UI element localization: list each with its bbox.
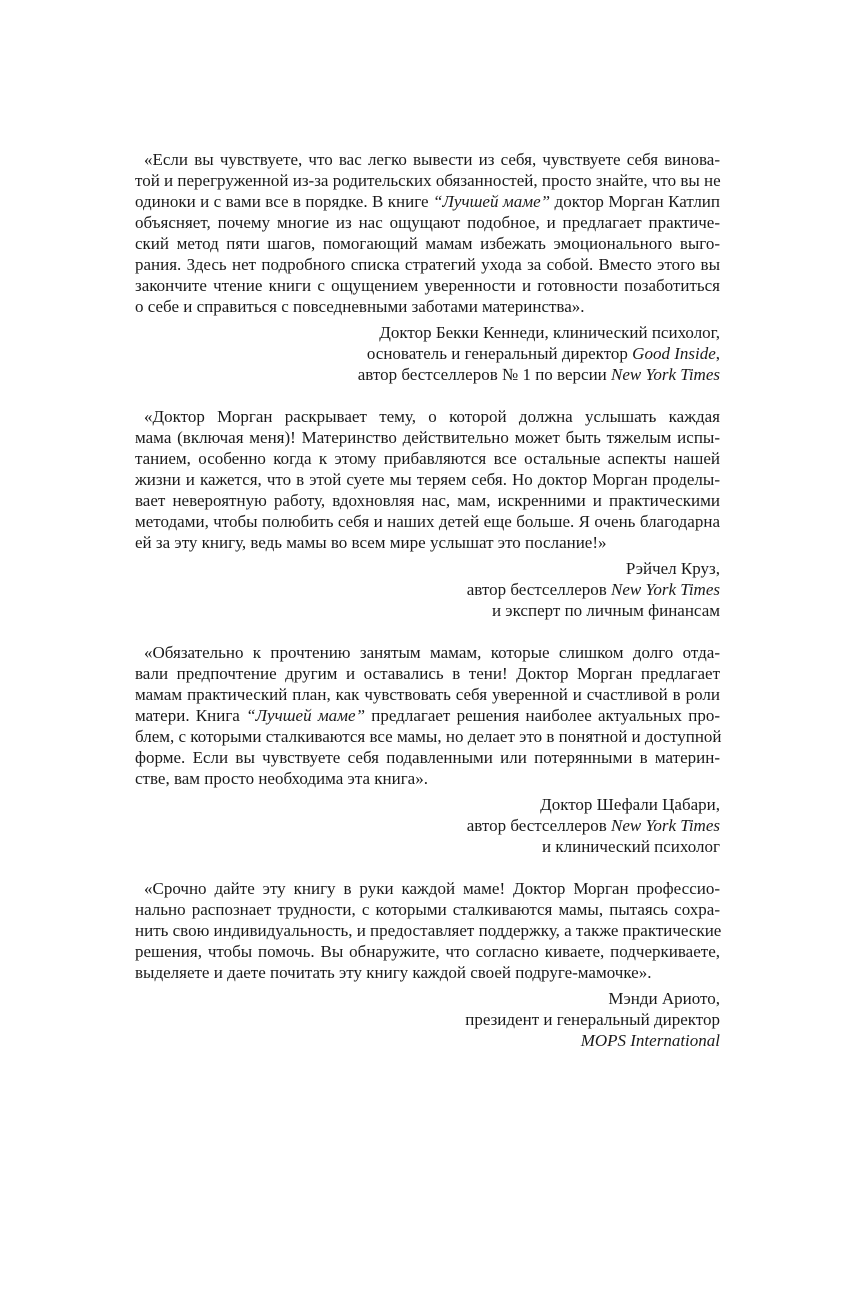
quote-line: [135, 663, 720, 684]
quote-text: [135, 149, 720, 317]
text-segment: форме. Если вы чувствуете себя подавленными или потерянными в материн-: [135, 748, 720, 767]
text-segment: Доктор Бекки Кеннеди, клинический психолог,: [379, 323, 720, 342]
attribution-line: [135, 364, 720, 385]
quote-line: [135, 705, 720, 726]
italic-text: New York Times: [611, 365, 720, 384]
endorsement-quote: [135, 642, 720, 857]
quote-text: [135, 642, 720, 789]
text-segment: объясняет, почему многие из нас ощущают подобное, и предлагает практиче-: [135, 213, 720, 232]
quote-line: [135, 768, 720, 789]
attribution-line: [135, 343, 720, 364]
quote-line: [135, 941, 720, 962]
attribution-line: [135, 815, 720, 836]
italic-text: MOPS International: [580, 1031, 720, 1050]
quote-line: [135, 254, 720, 275]
attribution-line: [135, 322, 720, 343]
quote-line: [135, 642, 720, 663]
italic-text: New York Times: [611, 580, 720, 599]
text-segment: мама (включая меня)! Материнство действительно может быть тяжелым испы-: [135, 428, 720, 447]
quote-line: [135, 878, 720, 899]
text-segment: Рэйчел Круз,: [625, 559, 720, 578]
quote-attribution: [135, 988, 720, 1051]
text-segment: рания. Здесь нет подробного списка стратегий ухода за собой. Вместо этого вы: [135, 255, 720, 274]
endorsements-column: [135, 149, 720, 1051]
text-segment: методами, чтобы полюбить себя и наших детей еще больше. Я очень благодарна: [135, 512, 720, 531]
italic-text: Good Inside: [632, 344, 716, 363]
quote-line: [135, 511, 720, 532]
quote-text: [135, 878, 720, 983]
quote-line: [135, 427, 720, 448]
text-segment: одиноки и с вами все в порядке. В книге: [135, 192, 433, 211]
text-segment: предлагает решения наиболее актуальных про-: [365, 706, 720, 725]
text-segment: ский метод пяти шагов, помогающий мамам избежать эмоционального выго-: [135, 234, 720, 253]
text-segment: матери. Книга: [135, 706, 247, 725]
quote-line: [135, 448, 720, 469]
text-segment: вали предпочтение другим и оставались в тени! Доктор Морган предлагает: [135, 664, 720, 683]
text-segment: решения, чтобы помочь. Вы обнаружите, что согласно киваете, подчеркиваете,: [135, 942, 720, 961]
endorsement-quote: [135, 149, 720, 385]
quote-line: [135, 532, 720, 553]
text-segment: Мэнди Ариото,: [608, 989, 720, 1008]
italic-text: New York Times: [611, 816, 720, 835]
quote-line: [135, 149, 720, 170]
italic-text: “Лучшей маме”: [432, 192, 551, 211]
quote-line: [135, 191, 720, 212]
text-segment: и эксперт по личным финансам: [491, 601, 720, 620]
quote-line: [135, 490, 720, 511]
quote-line: [135, 899, 720, 920]
attribution-line: [135, 579, 720, 600]
text-segment: «Если вы чувствуете, что вас легко вывести из себя, чувствуете себя винова-: [144, 150, 720, 169]
text-segment: закончите чтение книги с ощущением уверенности и готовности позаботиться: [135, 276, 720, 295]
text-segment: той и перегруженной из-за родительских обязанностей, просто знайте, что вы не: [135, 171, 721, 190]
text-segment: основатель и генеральный директор: [366, 344, 633, 363]
attribution-line: [135, 558, 720, 579]
text-segment: автор бестселлеров: [466, 816, 612, 835]
quote-line: [135, 406, 720, 427]
quote-line: [135, 212, 720, 233]
text-segment: мамам практический план, как чувствовать себя уверенной и счастливой в роли: [135, 685, 720, 704]
endorsement-quote: [135, 406, 720, 621]
quote-line: [135, 962, 720, 983]
endorsement-quote: [135, 878, 720, 1051]
text-segment: блем, с которыми сталкиваются все мамы, но делает это в понятной и доступной: [135, 727, 722, 746]
attribution-line: [135, 794, 720, 815]
quote-line: [135, 170, 720, 191]
text-segment: жизни и кажется, что в этой суете мы теряем себя. Но доктор Морган проделы-: [135, 470, 720, 489]
text-segment: «Обязательно к прочтению занятым мамам, которые слишком долго отда-: [144, 643, 720, 662]
attribution-line: [135, 988, 720, 1009]
italic-text: “Лучшей маме”: [246, 706, 366, 725]
quote-line: [135, 296, 720, 317]
text-segment: автор бестселлеров № 1 по версии: [357, 365, 612, 384]
text-segment: стве, вам просто необходима эта книга».: [135, 769, 428, 788]
quote-attribution: [135, 558, 720, 621]
text-segment: ,: [715, 344, 720, 363]
text-segment: нить свою индивидуальность, и предоставляет поддержку, а также практические: [135, 921, 722, 940]
attribution-line: [135, 836, 720, 857]
quote-line: [135, 747, 720, 768]
text-segment: танием, особенно когда к этому прибавляются все остальные аспекты нашей: [135, 449, 720, 468]
text-segment: «Доктор Морган раскрывает тему, о которой должна услышать каждая: [144, 407, 720, 426]
text-segment: выделяете и даете почитать эту книгу каждой своей подруге-мамочке».: [135, 963, 652, 982]
text-segment: президент и генеральный директор: [465, 1010, 720, 1029]
text-segment: Доктор Шефали Цабари,: [540, 795, 720, 814]
text-segment: доктор Морган Катлип: [550, 192, 720, 211]
quote-line: [135, 275, 720, 296]
attribution-line: [135, 1009, 720, 1030]
text-segment: «Срочно дайте эту книгу в руки каждой маме! Доктор Морган профессио-: [144, 879, 720, 898]
quote-text: [135, 406, 720, 553]
quote-line: [135, 233, 720, 254]
quote-attribution: [135, 322, 720, 385]
quote-line: [135, 469, 720, 490]
text-segment: и клинический психолог: [542, 837, 720, 856]
attribution-line: [135, 600, 720, 621]
quote-line: [135, 920, 720, 941]
text-segment: нально распознает трудности, с которыми сталкиваются мамы, пытаясь сохра-: [135, 900, 720, 919]
quote-attribution: [135, 794, 720, 857]
text-segment: вает невероятную работу, вдохновляя нас, мам, искренними и практическими: [135, 491, 720, 510]
text-segment: ей за эту книгу, ведь мамы во всем мире услышат это послание!»: [135, 533, 607, 552]
quote-line: [135, 684, 720, 705]
quote-line: [135, 726, 720, 747]
text-segment: автор бестселлеров: [466, 580, 612, 599]
attribution-line: [135, 1030, 720, 1051]
text-segment: о себе и справиться с повседневными заботами материнства».: [135, 297, 585, 316]
